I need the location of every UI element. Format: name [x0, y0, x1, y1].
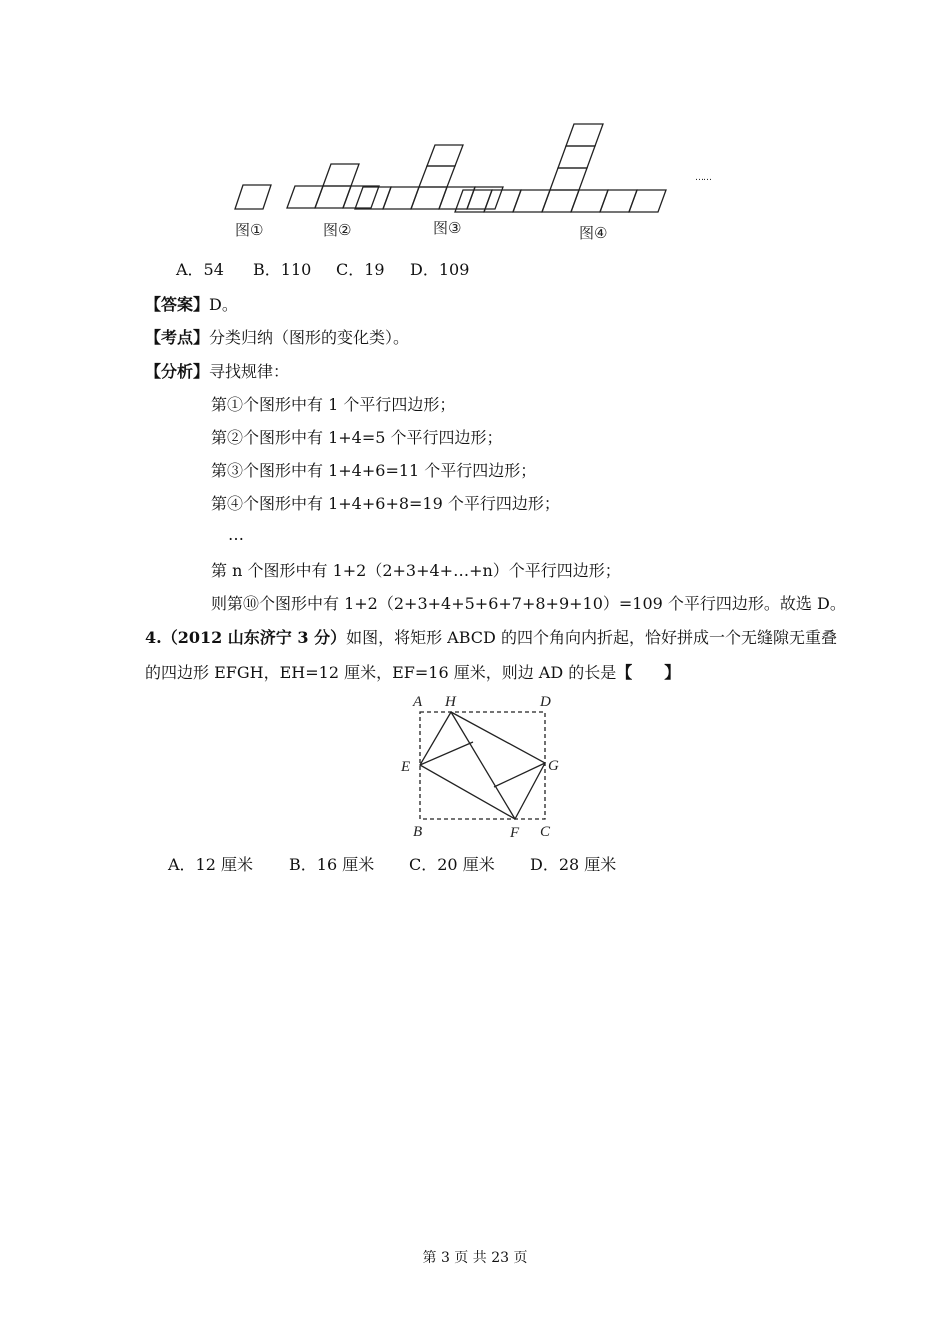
- q4-option-d: D．28 厘米: [530, 855, 617, 874]
- folded-rectangle-figure: [395, 690, 575, 845]
- folded-rectangle-svg: [395, 690, 575, 845]
- q3-option-c: C．19: [336, 260, 385, 279]
- analysis-line: [145, 361, 289, 383]
- q4-answer-bracket: 【 】: [616, 663, 681, 682]
- point-c-label: C: [540, 824, 551, 840]
- pattern-fig-2: [287, 164, 379, 208]
- point-h-label: H: [445, 694, 456, 710]
- pattern-fig-3: [355, 145, 503, 209]
- page-footer: 第 3 页 共 23 页: [422, 1250, 528, 1266]
- point-b-label: B: [413, 824, 423, 840]
- q4-option-a: A．12 厘米: [168, 855, 254, 874]
- analysis-conclusion: 则第⑩个图形中有 1+2（2+3+4+5+6+7+8+9+10）=109 个平行四边形。故选 D。: [211, 594, 846, 613]
- pattern-ellipsis: ……: [695, 173, 711, 183]
- topic-tag: 【考点】: [145, 328, 210, 347]
- analysis-text: 寻找规律：: [209, 362, 290, 381]
- q4-stem-text-1: 如图，将矩形 ABCD 的四个角向内折起，恰好拼成一个无缝隙无重叠: [346, 628, 837, 647]
- topic-line: [145, 327, 409, 349]
- analysis-tag: 【分析】: [145, 362, 210, 381]
- answer-tag: 【答案】: [145, 295, 210, 314]
- answer-text: D。: [209, 295, 238, 314]
- answer-line: [145, 294, 238, 316]
- figure-label-2: 图②: [323, 221, 352, 239]
- point-g-label: G: [548, 758, 559, 774]
- parallelogram-pattern-svg: [225, 118, 725, 248]
- q3-option-b: B．110: [253, 260, 312, 279]
- point-a-label: A: [413, 694, 423, 710]
- q4-option-b: B．16 厘米: [289, 855, 375, 874]
- analysis-step-3: 第③个图形中有 1+4+6=11 个平行四边形；: [211, 461, 537, 480]
- analysis-step-1: 第①个图形中有 1 个平行四边形；: [211, 395, 456, 414]
- analysis-step-4: 第④个图形中有 1+4+6+8=19 个平行四边形；: [211, 494, 560, 513]
- figure-label-4: 图④: [579, 224, 608, 242]
- pattern-fig-4: [455, 124, 666, 212]
- analysis-step-2: 第②个图形中有 1+4=5 个平行四边形；: [211, 428, 503, 447]
- fold-line-hf: [451, 712, 515, 819]
- q4-option-c: C．20 厘米: [409, 855, 495, 874]
- analysis-step-n: 第 n 个图形中有 1+2（2+3+4+…+n）个平行四边形；: [211, 561, 621, 580]
- analysis-ellipsis: …: [228, 525, 244, 544]
- point-d-label: D: [540, 694, 551, 710]
- fold-line-g: [494, 763, 545, 787]
- pattern-fig-1: [235, 185, 271, 209]
- topic-text: 分类归纳（图形的变化类）。: [209, 328, 410, 347]
- q4-number: 4.: [145, 628, 162, 647]
- point-e-label: E: [401, 759, 411, 775]
- point-f-label: F: [510, 825, 520, 841]
- figure-label-3: 图③: [433, 219, 462, 237]
- parallelogram-pattern-figure: [225, 118, 725, 248]
- q4-stem-line-2: [145, 662, 680, 684]
- q3-option-a: A．54: [176, 260, 224, 279]
- q4-source: （2012 山东济宁 3 分）: [161, 628, 347, 647]
- figure-label-1: 图①: [235, 221, 264, 239]
- q3-option-d: D．109: [410, 260, 470, 279]
- fold-line-e: [420, 742, 473, 765]
- q4-stem-text-2: 的四边形 EFGH，EH=12 厘米，EF=16 厘米，则边 AD 的长是: [145, 663, 617, 682]
- q4-stem-line-1: [145, 627, 837, 649]
